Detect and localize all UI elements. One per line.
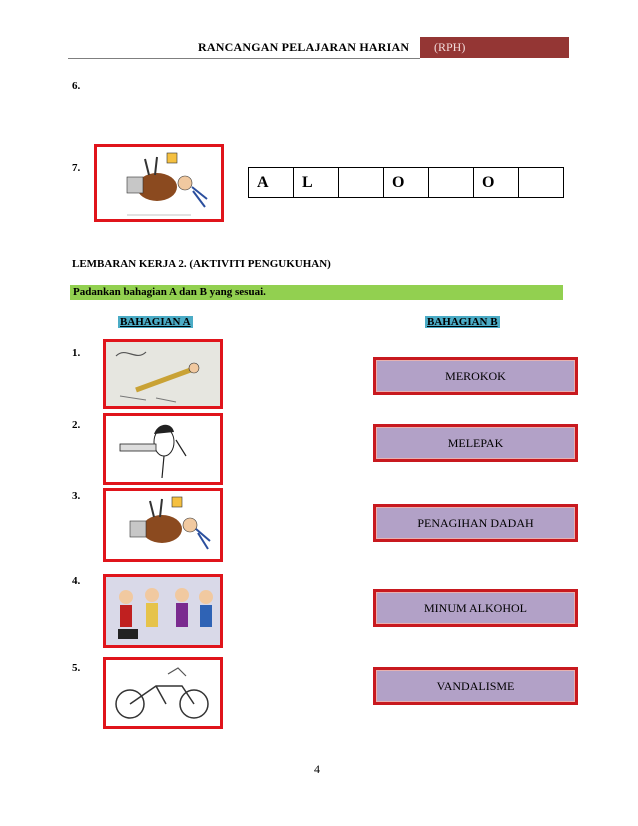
- answer-box-vandalisme: VANDALISME: [373, 667, 578, 705]
- match-number-2: 2.: [72, 419, 81, 431]
- match-number-5: 5.: [72, 662, 81, 674]
- puzzle-cell: O: [474, 168, 519, 198]
- graffiti-cartoon-icon: [106, 342, 220, 406]
- item-number-7: 7.: [72, 162, 81, 174]
- instruction-bar: Padankan bahagian A dan B yang sesuai.: [70, 285, 563, 300]
- puzzle-cell: [519, 168, 564, 198]
- loitering-cartoon-icon: [106, 577, 220, 645]
- puzzle-cell: L: [294, 168, 339, 198]
- drunk-cartoon-icon: [97, 147, 221, 219]
- page-number: 4: [314, 762, 320, 776]
- header-title: RANCANGAN PELAJARAN HARIAN: [198, 40, 410, 54]
- answer-box-penagihan-dadah: PENAGIHAN DADAH: [373, 504, 578, 542]
- match-number-4: 4.: [72, 575, 81, 587]
- puzzle-cell: O: [384, 168, 429, 198]
- match-number-1: 1.: [72, 347, 81, 359]
- drunk-man-image: [94, 144, 224, 222]
- motorbike-cartoon-icon: [106, 660, 220, 726]
- answer-box-merokok: MEROKOK: [373, 357, 578, 395]
- smoking-image: [103, 413, 223, 485]
- vandalism-image: [103, 339, 223, 409]
- puzzle-cell: [339, 168, 384, 198]
- drunk-cartoon-icon: [106, 491, 220, 559]
- header-tag: (RPH): [420, 37, 569, 58]
- bahagian-a-label: BAHAGIAN A: [120, 316, 191, 328]
- bahagian-b-label: BAHAGIAN B: [427, 316, 498, 328]
- answer-box-minum-alkohol: MINUM ALKOHOL: [373, 589, 578, 627]
- answer-box-melepak: MELEPAK: [373, 424, 578, 462]
- motorbike-image: [103, 657, 223, 729]
- word-puzzle: [248, 167, 564, 198]
- smoking-cartoon-icon: [106, 416, 220, 482]
- match-number-3: 3.: [72, 490, 81, 502]
- puzzle-cell: A: [249, 168, 294, 198]
- puzzle-cell: [429, 168, 474, 198]
- drug-addiction-image: [103, 488, 223, 562]
- header-rule: [68, 58, 420, 59]
- section-title: LEMBARAN KERJA 2. (AKTIVITI PENGUKUHAN): [72, 258, 331, 270]
- loitering-image: [103, 574, 223, 648]
- item-number-6: 6.: [72, 80, 81, 92]
